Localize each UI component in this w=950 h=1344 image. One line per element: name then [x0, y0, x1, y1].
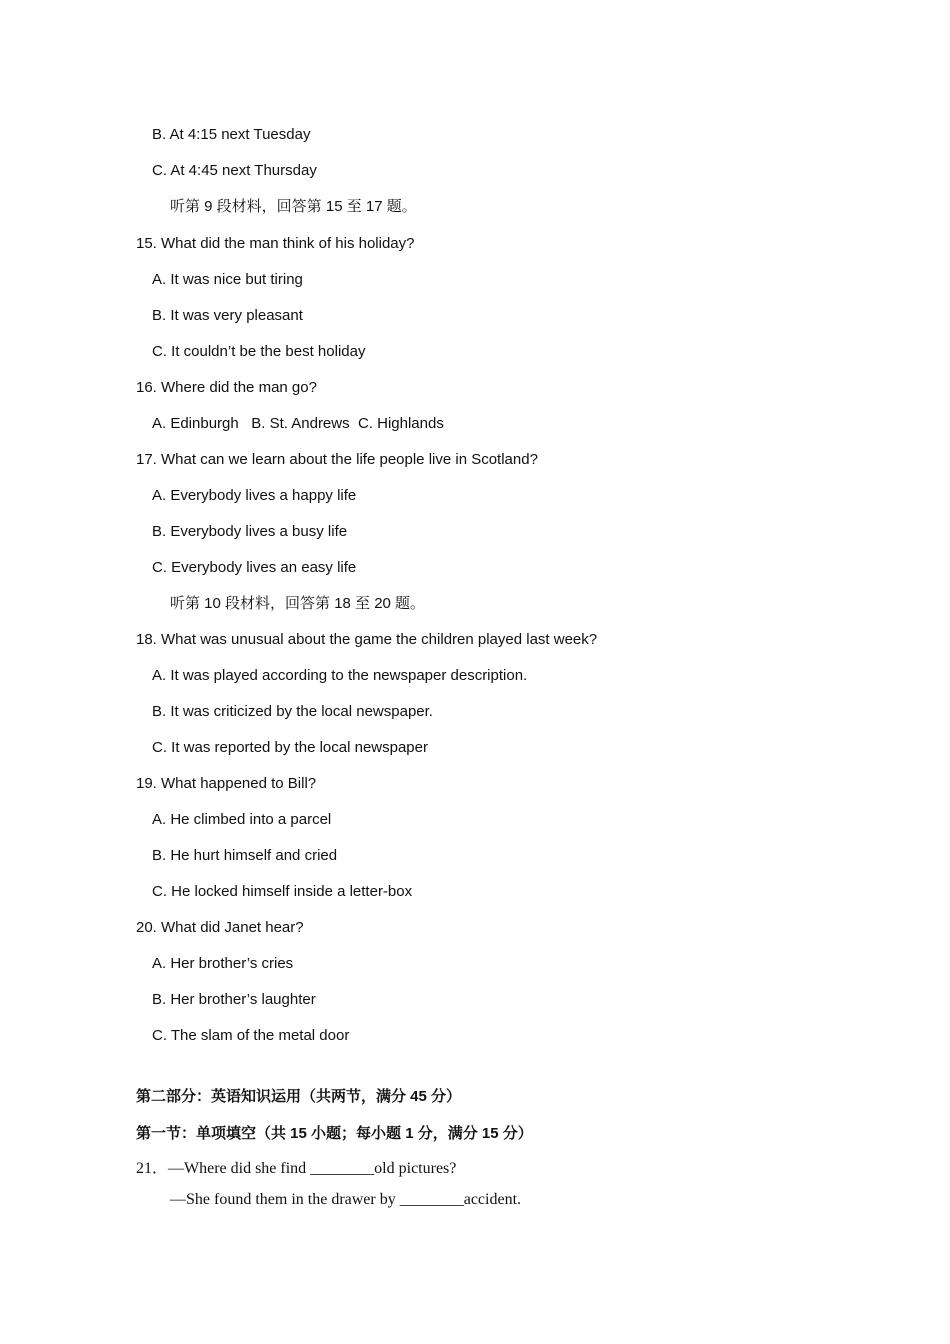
question-15: 15. What did the man think of his holiday? — [136, 235, 415, 252]
option-14b: B. At 4:15 next Tuesday — [152, 126, 311, 143]
option-20a: A. Her brother’s cries — [152, 955, 294, 972]
option-15c: C. It couldn’t be the best holiday — [152, 343, 366, 360]
option-18c: C. It was reported by the local newspaper — [152, 739, 428, 756]
instruction-section-9: 听第 9 段材料，回答第 15 至 17 题。 — [170, 198, 417, 215]
question-21-response: —She found them in the drawer by ________accident. — [170, 1191, 522, 1208]
option-17b: B. Everybody lives a busy life — [152, 523, 348, 540]
options-16: A. Edinburgh B. St. Andrews C. Highlands — [152, 415, 444, 432]
question-20: 20. What did Janet hear? — [136, 919, 304, 936]
option-17c: C. Everybody lives an easy life — [152, 559, 357, 576]
option-20b: B. Her brother’s laughter — [152, 991, 316, 1008]
section-one-heading: 第一节：单项填空（共 15 小题；每小题 1 分，满分 15 分） — [136, 1125, 533, 1142]
question-21: 21．—Where did she find ________old pictures? — [136, 1160, 457, 1177]
option-19a: A. He climbed into a parcel — [152, 811, 332, 828]
question-17: 17. What can we learn about the life people live in Scotland? — [136, 451, 538, 468]
option-18a: A. It was played according to the newspaper description. — [152, 667, 528, 684]
part-two-heading: 第二部分：英语知识运用（共两节，满分 45 分） — [136, 1088, 462, 1105]
option-15b: B. It was very pleasant — [152, 307, 303, 324]
option-19b: B. He hurt himself and cried — [152, 847, 338, 864]
option-14c: C. At 4:45 next Thursday — [152, 162, 317, 179]
question-18: 18. What was unusual about the game the children played last week? — [136, 631, 598, 648]
instruction-section-10: 听第 10 段材料，回答第 18 至 20 题。 — [170, 595, 426, 612]
option-18b: B. It was criticized by the local newspaper. — [152, 703, 433, 720]
option-20c: C. The slam of the metal door — [152, 1027, 350, 1044]
option-17a: A. Everybody lives a happy life — [152, 487, 357, 504]
option-19c: C. He locked himself inside a letter-box — [152, 883, 413, 900]
question-19: 19. What happened to Bill? — [136, 775, 317, 792]
question-16: 16. Where did the man go? — [136, 379, 317, 396]
option-15a: A. It was nice but tiring — [152, 271, 303, 288]
